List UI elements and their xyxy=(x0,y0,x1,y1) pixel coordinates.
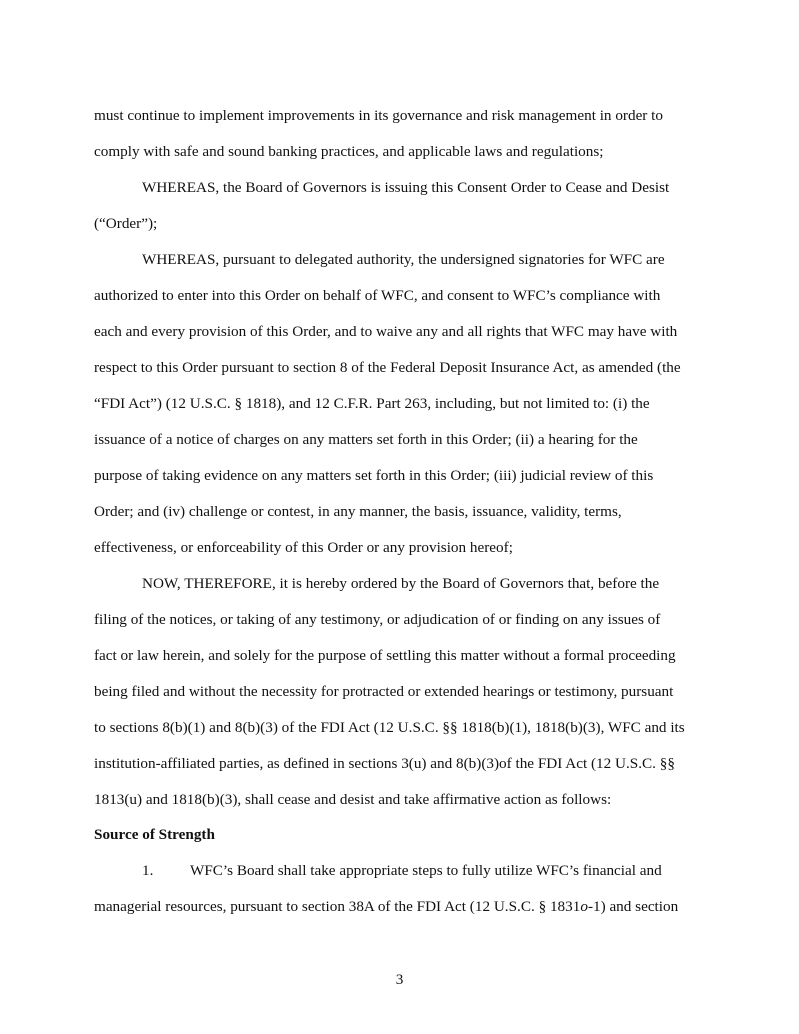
italic-letter: o xyxy=(580,898,588,915)
text-line: must continue to implement improvements in its governance and risk management in order to xyxy=(94,107,663,124)
text-line: being filed and without the necessity for protracted or extended hearings or testimony, pursuant xyxy=(94,683,674,700)
page-number: 3 xyxy=(395,971,404,988)
text-line: 1813(u) and 1818(b)(3), shall cease and desist and take affirmative action as follows: xyxy=(94,791,612,808)
text-line: fact or law herein, and solely for the purpose of settling this matter without a formal proceeding xyxy=(94,647,676,664)
text-line: each and every provision of this Order, and to waive any and all rights that WFC may have with xyxy=(94,323,678,340)
text-line: authorized to enter into this Order on behalf of WFC, and consent to WFC’s compliance with xyxy=(94,287,661,304)
text-line: WHEREAS, the Board of Governors is issuing this Consent Order to Cease and Desist xyxy=(142,179,670,196)
text-line: issuance of a notice of charges on any matters set forth in this Order; (ii) a hearing for the xyxy=(94,431,638,448)
text-segment: managerial resources, pursuant to section 38A of the FDI Act (12 U.S.C. § 1831 xyxy=(94,898,581,915)
text-segment: -1) and section xyxy=(587,898,679,915)
text-line: comply with safe and sound banking practices, and applicable laws and regulations; xyxy=(94,143,604,160)
text-line: “FDI Act”) (12 U.S.C. § 1818), and 12 C.F.R. Part 263, including, but not limited to: (i) the xyxy=(94,395,650,412)
text-line: NOW, THEREFORE, it is hereby ordered by the Board of Governors that, before the xyxy=(142,575,660,592)
text-line: Order; and (iv) challenge or contest, in any manner, the basis, issuance, validity, terms, xyxy=(94,503,622,520)
text-line: to sections 8(b)(1) and 8(b)(3) of the FDI Act (12 U.S.C. §§ 1818(b)(1), 1818(b)(3), WFC and its xyxy=(94,719,685,736)
text-line: purpose of taking evidence on any matters set forth in this Order; (iii) judicial review of this xyxy=(94,467,654,484)
text-line: WHEREAS, pursuant to delegated authority, the undersigned signatories for WFC are xyxy=(142,251,665,268)
text-line: filing of the notices, or taking of any testimony, or adjudication of or finding on any issues of xyxy=(94,611,661,628)
text-line: respect to this Order pursuant to section 8 of the Federal Deposit Insurance Act, as amended (the xyxy=(94,359,681,376)
paragraph-number: 1. xyxy=(142,862,154,879)
text-line: institution-affiliated parties, as defined in sections 3(u) and 8(b)(3)of the FDI Act (12 U.S.C. §§ xyxy=(94,755,675,772)
text-line xyxy=(94,898,678,916)
paragraph-text: WFC’s Board shall take appropriate steps to fully utilize WFC’s financial and xyxy=(190,862,662,879)
text-line: (“Order”); xyxy=(94,215,158,232)
text-line: effectiveness, or enforceability of this Order or any provision hereof; xyxy=(94,539,513,556)
section-heading: Source of Strength xyxy=(94,826,215,843)
